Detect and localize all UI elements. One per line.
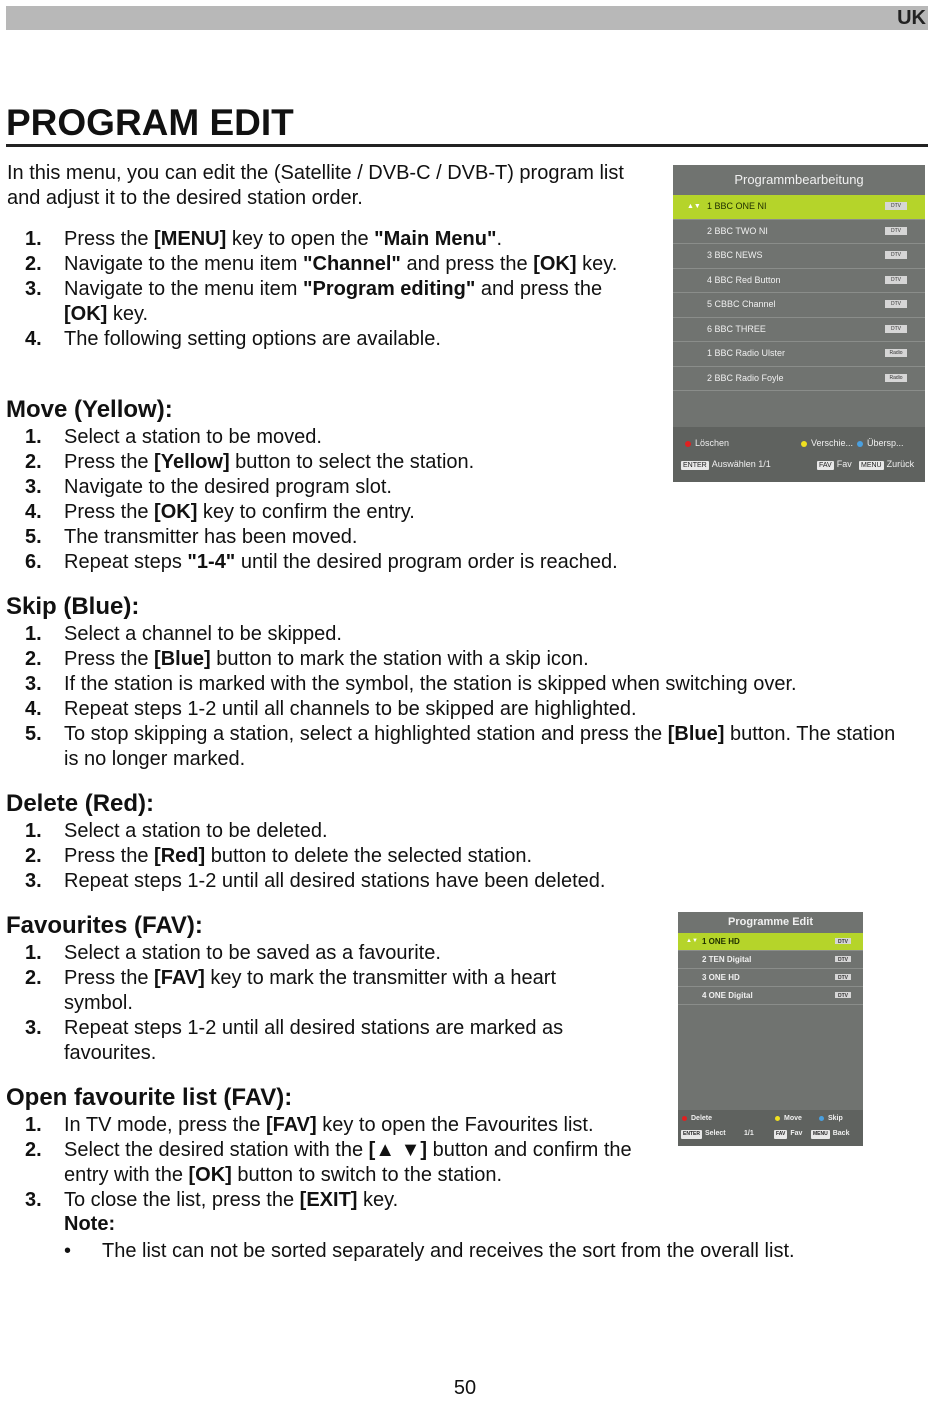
section-heading-open-favourites: Open favourite list (FAV):: [6, 1084, 293, 1111]
tv-channel-row: [673, 367, 925, 392]
step-key: "1-4": [187, 551, 236, 573]
tv-channel-row: [678, 933, 863, 951]
list-item: [0, 1113, 650, 1138]
step-text: key.: [107, 303, 149, 325]
step-number: 1.: [25, 228, 42, 250]
step-text: and press the: [475, 278, 603, 300]
tv-channel-row: [678, 951, 863, 969]
list-item: [0, 1016, 615, 1066]
tv-channel-row: [678, 987, 863, 1005]
channel-name: 4 BBC Red Button: [707, 274, 781, 285]
footer-label: Move: [784, 1115, 802, 1122]
tv-menu-title: Programme Edit: [728, 916, 813, 928]
step-number: 2.: [25, 967, 42, 989]
tv-footer: [678, 1110, 863, 1146]
step-key: [OK]: [64, 303, 108, 325]
footer-fav: [774, 1130, 802, 1139]
footer-delete: [682, 1115, 712, 1122]
step-text: Press the: [64, 451, 155, 473]
channel-name: 2 BBC TWO NI: [707, 225, 768, 236]
step-text: If the station is marked with the symbol, the station is skipped when switching over.: [64, 673, 797, 695]
footer-label: Back: [832, 1130, 850, 1137]
step-number: 2.: [25, 845, 42, 867]
list-item: [0, 500, 700, 525]
step-text: and press the: [400, 253, 534, 275]
channel-type-badge: DTV: [885, 300, 907, 308]
footer-label: Übersp...: [867, 438, 904, 448]
channel-name: 1 BBC Radio Ulster: [707, 348, 786, 358]
footer-back: [859, 459, 914, 470]
red-dot-icon: [685, 441, 691, 447]
enter-key-icon: ENTER: [683, 1131, 700, 1137]
step-key: [Yellow]: [154, 451, 230, 473]
step-text: In TV mode, press the: [64, 1114, 266, 1136]
step-text: button to mark the station with a skip icon.: [210, 648, 589, 670]
step-text: button to delete the selected station.: [205, 845, 533, 867]
step-key: [FAV]: [154, 967, 205, 989]
list-item: [0, 252, 640, 277]
step-number: 2.: [25, 1139, 42, 1161]
enter-key-icon: ENTER: [683, 462, 707, 469]
step-number: 2.: [25, 253, 42, 275]
step-text: button to select the station.: [229, 451, 475, 473]
list-item: [0, 450, 700, 475]
list-item: [0, 550, 700, 575]
footer-label: Zurück: [886, 459, 915, 469]
page-title: PROGRAM EDIT: [6, 102, 928, 147]
channel-name: 5 CBBC Channel: [707, 299, 776, 309]
intro-text: In this menu, you can edit the (Satellite / DVB-C / DVB-T) program list and adjust it to the desired station order.: [7, 162, 624, 209]
list-item: [0, 869, 700, 894]
section-heading-delete: Delete (Red):: [6, 790, 155, 817]
step-key: [Red]: [154, 845, 206, 867]
section-heading-skip: Skip (Blue):: [6, 593, 140, 620]
step-text: Select a station to be saved as a favourite.: [64, 942, 441, 964]
footer-label: Löschen: [695, 438, 730, 448]
page-number: 50: [453, 1377, 477, 1399]
step-number: 1.: [25, 1114, 42, 1136]
step-number: 3.: [25, 278, 42, 300]
footer-skip: [857, 438, 904, 448]
step-key: [MENU]: [154, 228, 227, 250]
step-text: Navigate to the menu item: [64, 253, 304, 275]
channel-name: 3 BBC NEWS: [707, 250, 763, 260]
list-item: [0, 672, 915, 697]
step-text: Navigate to the desired program slot.: [64, 476, 392, 498]
channel-type-badge: DTV: [835, 992, 851, 998]
tv-menu-title: Programmbearbeitung: [734, 172, 864, 187]
tv-channel-row: [673, 220, 925, 245]
note-bullet: [64, 1239, 795, 1264]
channel-name: 3 ONE HD: [702, 973, 740, 982]
language-label: UK: [897, 7, 926, 29]
list-item: [0, 327, 640, 352]
list-item: [0, 525, 700, 550]
step-number: 3.: [25, 1189, 42, 1211]
yellow-dot-icon: [775, 1116, 780, 1121]
footer-label: Auswählen: [711, 459, 756, 469]
footer-fav: [817, 459, 852, 470]
footer-label: Delete: [691, 1115, 713, 1122]
move-steps: [0, 425, 700, 575]
step-text: Press the: [64, 845, 155, 867]
step-text: key to open the: [226, 228, 375, 250]
footer-label: Fav: [790, 1130, 803, 1137]
blue-dot-icon: [857, 441, 863, 447]
step-number: 6.: [25, 551, 42, 573]
step-text: Press the: [64, 501, 155, 523]
note-text: The list can not be sorted separately and receives the sort from the overall list.: [102, 1240, 795, 1262]
footer-label: Select: [704, 1130, 726, 1137]
channel-name: 2 TEN Digital: [702, 955, 752, 964]
yellow-dot-icon: [801, 441, 807, 447]
step-text: key to open the Favourites list.: [316, 1114, 594, 1136]
fav-key-icon: FAV: [819, 462, 832, 469]
step-text: key.: [576, 253, 618, 275]
footer-select: [681, 459, 771, 470]
header-bar: [6, 6, 928, 30]
footer-back: [811, 1130, 849, 1139]
note-label: Note:: [64, 1213, 116, 1235]
bullet-icon: •: [64, 1240, 72, 1262]
step-number: 1.: [25, 820, 42, 842]
step-number: 1.: [25, 623, 42, 645]
tv-channel-row: [673, 342, 925, 367]
step-key: [OK]: [154, 501, 198, 523]
channel-name: 2 BBC Radio Foyle: [707, 372, 784, 383]
tv-channel-row: [673, 269, 925, 294]
footer-label: Skip: [828, 1115, 843, 1122]
step-number: 3.: [25, 1017, 42, 1039]
tv-channel-row: [673, 195, 925, 220]
step-text: Navigate to the menu item: [64, 278, 304, 300]
list-item: [0, 1188, 650, 1213]
step-text: button to switch to the station.: [231, 1164, 502, 1186]
step-number: 5.: [25, 723, 42, 745]
step-key: "Program editing": [303, 278, 476, 300]
red-dot-icon: [682, 1116, 687, 1121]
step-number: 4.: [25, 328, 42, 350]
step-key: "Main Menu": [374, 228, 497, 250]
channel-type-badge: DTV: [835, 974, 851, 980]
list-item: [0, 277, 640, 327]
channel-type-badge: Radio: [885, 349, 907, 357]
step-text: key.: [357, 1189, 399, 1211]
step-text: Repeat steps 1-2 until all desired stations are marked as favourites.: [64, 1017, 564, 1064]
step-key: [Blue]: [667, 723, 725, 745]
step-text: The following setting options are available.: [64, 328, 441, 350]
footer-select: [681, 1130, 726, 1139]
channel-type-badge: DTV: [835, 938, 851, 944]
step-key: [FAV]: [265, 1114, 317, 1136]
list-item: [0, 425, 700, 450]
channel-type-badge: DTV: [835, 956, 851, 962]
list-item: [0, 1138, 650, 1188]
step-number: 1.: [25, 426, 42, 448]
footer-skip: [819, 1115, 843, 1122]
step-number: 5.: [25, 526, 42, 548]
step-key: [Blue]: [154, 648, 211, 670]
list-item: [0, 475, 700, 500]
step-text: button and confirm the entry with the: [64, 1139, 632, 1186]
footer-move: [775, 1115, 802, 1122]
footer-label: Fav: [836, 459, 852, 469]
list-item: [0, 697, 915, 722]
tv-screenshot-program-edit-de: [673, 165, 925, 482]
footer-page: 1/1: [758, 459, 771, 469]
step-number: 4.: [25, 698, 42, 720]
footer-page: 1/1: [744, 1130, 754, 1137]
tv-screenshot-programme-edit-en: [678, 912, 863, 1146]
channel-type-badge: DTV: [885, 202, 907, 210]
step-text: Select a station to be moved.: [64, 426, 322, 448]
blue-dot-icon: [819, 1116, 824, 1121]
footer-delete: [685, 438, 729, 448]
step-key: [OK]: [533, 253, 577, 275]
menu-key-icon: MENU: [861, 462, 882, 469]
step-key: [EXIT]: [299, 1189, 358, 1211]
step-text: Select the desired station with the: [64, 1139, 369, 1161]
step-text: The transmitter has been moved.: [64, 526, 358, 548]
tv-channel-row: [678, 969, 863, 987]
list-item: [0, 647, 915, 672]
channel-type-badge: DTV: [885, 227, 907, 235]
channel-type-badge: DTV: [885, 325, 907, 333]
list-item: [0, 819, 700, 844]
step-text: Press the: [64, 648, 155, 670]
list-item: [0, 227, 640, 252]
step-text: Repeat steps: [64, 551, 188, 573]
skip-steps: [0, 622, 915, 772]
channel-type-badge: DTV: [885, 251, 907, 259]
step-text: .: [496, 228, 503, 250]
step-text: Repeat steps 1-2 until all desired stations have been deleted.: [64, 870, 606, 892]
footer-label: Verschie...: [811, 438, 854, 448]
section-heading-move: Move (Yellow):: [6, 396, 173, 423]
menu-key-icon: MENU: [813, 1131, 828, 1137]
step-text: Press the: [64, 228, 155, 250]
tv-channel-row: [673, 244, 925, 269]
step-text: To stop skipping a station, select a highlighted station and press the: [64, 723, 668, 745]
step-key: [▲ ▼]: [368, 1139, 428, 1161]
step-text: button. The station is no longer marked.: [64, 723, 896, 770]
channel-type-badge: DTV: [885, 276, 907, 284]
step-number: 2.: [25, 451, 42, 473]
channel-name: 1 BBC ONE NI: [707, 201, 767, 211]
step-number: 3.: [25, 673, 42, 695]
section-heading-favourites: Favourites (FAV):: [6, 912, 203, 939]
updown-arrows-icon: ▲▼: [687, 203, 701, 210]
list-item: [0, 844, 700, 869]
favourites-steps: [0, 941, 615, 1066]
tv-footer: [673, 427, 925, 482]
channel-type-badge: Radio: [885, 374, 907, 382]
tv-channel-row: [673, 318, 925, 343]
list-item: [0, 966, 615, 1016]
channel-name: 4 ONE Digital: [702, 991, 753, 1000]
step-text: To close the list, press the: [64, 1189, 300, 1211]
step-number: 3.: [25, 476, 42, 498]
list-item: [0, 722, 915, 772]
list-item: [0, 941, 615, 966]
step-text: Repeat steps 1-2 until all channels to be skipped are highlighted.: [64, 698, 637, 720]
step-key: "Channel": [303, 253, 401, 275]
fav-key-icon: FAV: [776, 1131, 786, 1137]
step-number: 1.: [25, 942, 42, 964]
step-text: Select a station to be deleted.: [64, 820, 328, 842]
channel-name: 1 ONE HD: [702, 937, 740, 946]
step-text: Press the: [64, 967, 155, 989]
step-number: 2.: [25, 648, 42, 670]
delete-steps: [0, 819, 700, 894]
tv-channel-row: [673, 293, 925, 318]
step-number: 3.: [25, 870, 42, 892]
channel-name: 6 BBC THREE: [707, 323, 766, 334]
step-text: until the desired program order is reached.: [235, 551, 618, 573]
step-key: [OK]: [188, 1164, 232, 1186]
step-number: 4.: [25, 501, 42, 523]
open-favourites-steps: [0, 1113, 650, 1213]
list-item: [0, 622, 915, 647]
footer-move: [801, 438, 853, 448]
updown-arrows-icon: ▲▼: [686, 938, 698, 944]
main-steps: [0, 227, 640, 352]
step-text: key to mark the transmitter with a heart symbol.: [64, 967, 557, 1014]
step-text: Select a channel to be skipped.: [64, 623, 342, 645]
step-text: key to confirm the entry.: [197, 501, 415, 523]
